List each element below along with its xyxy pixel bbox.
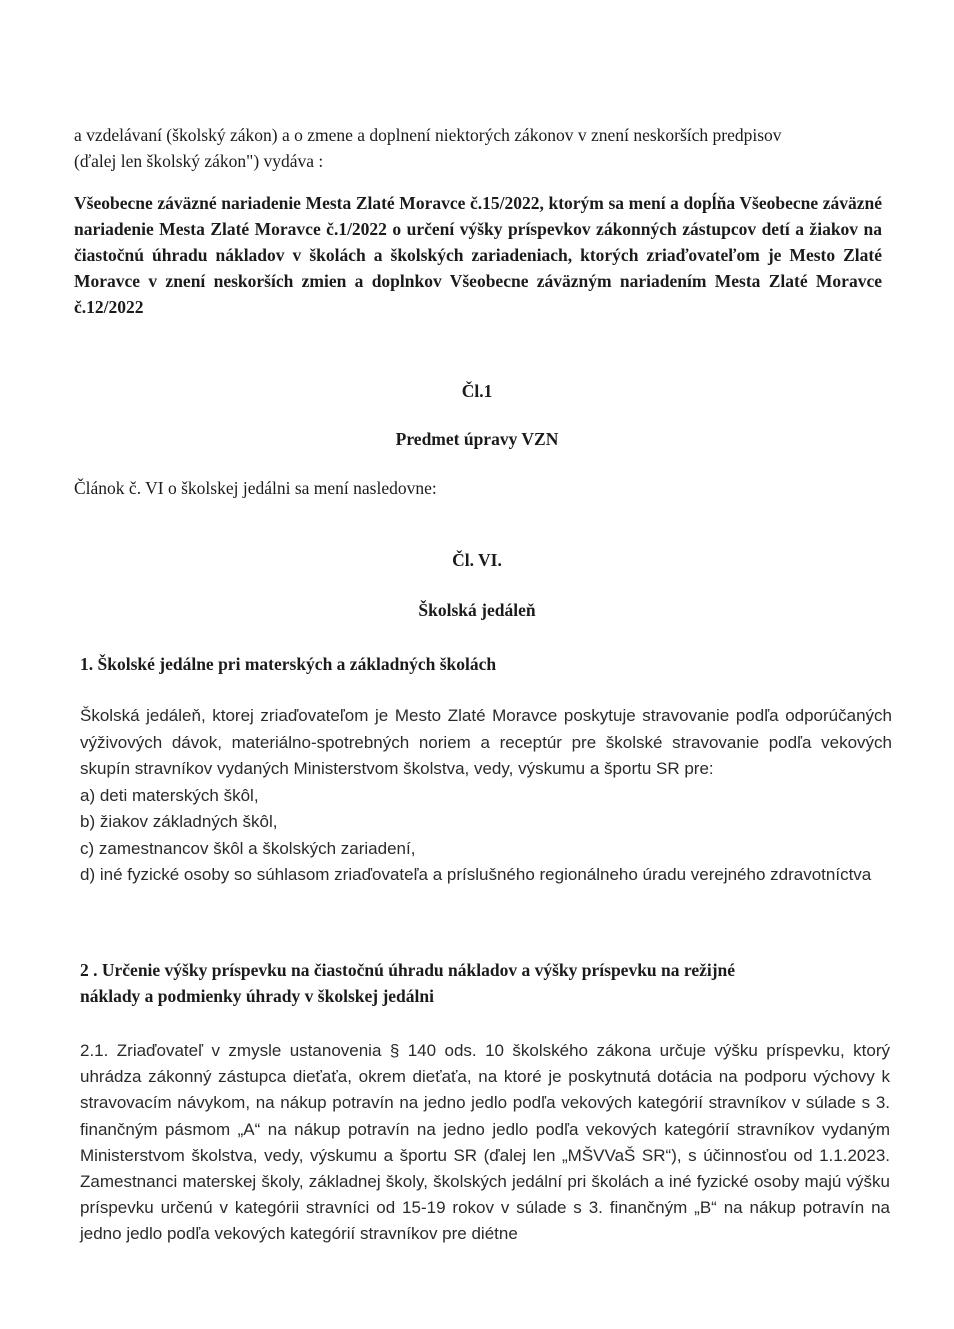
section-1-body	[80, 703, 892, 889]
article-6-number: Čl. VI.	[452, 550, 502, 570]
regulation-title: Všeobecne záväzné nariadenie Mesta Zlaté Moravce č.15/2022, ktorým sa mení a dopĺňa Všeobecne záväzné nariadenie Mesta Zlaté Moravce č.1/2022 o určení výšky príspevkov zákonných zástupcov detí a žiakov na čiastočnú úhradu nákladov v školách a školských zariadeniach, ktorých zriaďovateľom je Mesto Zlaté Moravce v znení neskorších zmien a doplnkov Všeobecne záväzným nariadením Mesta Zlaté Moravce č.12/2022	[74, 193, 882, 317]
list-item: c) zamestnancov škôl a školských zariadení,	[80, 838, 416, 858]
intro-line-2: (ďalej len školský zákon") vydáva :	[74, 151, 324, 171]
intro-line-1: a vzdelávaní (školský zákon) a o zmene a doplnení niektorých zákonov v znení neskorších predpisov	[74, 125, 782, 145]
section-1-heading: 1. Školské jedálne pri materských a základných školách	[80, 654, 497, 674]
section-1-paragraph: Školská jedáleň, ktorej zriaďovateľom je Mesto Zlaté Moravce poskytuje stravovanie podľa odporúčaných výživových dávok, materiálno-spotrebných noriem a receptúr pre školské stravovanie podľa vekových skupín stravníkov vydaných Ministerstvom školstva, vedy, výskumu a športu SR pre:	[80, 706, 892, 778]
section-1-list	[80, 783, 892, 889]
section-2-paragraph: 2.1. Zriaďovateľ v zmysle ustanovenia § 140 ods. 10 školského zákona určuje výšku príspevku, ktorý uhrádza zákonný zástupca dieťaťa, okrem dieťaťa, na ktoré je poskytnutá dotácia na podporu výchovy k stravovacím návykom, na nákup potravín na jedno jedlo podľa vekových kategórií stravníkov v súlade s 3. finančným pásmom „A“ na nákup potravín na jedno jedlo podľa vekových kategórií stravníkov vydaným Ministerstvom školstva, vedy, výskumu a športu SR (ďalej len „MŠVVaŠ SR“), s účinnosťou od 1.1.2023. Zamestnanci materskej školy, základnej školy, školských jedální pri školách a iné fyzické osoby majú výšku príspevku určenú v kategórii stravníci od 15-19 rokov v súlade s 3. finančným „B“ na nákup potravín na jedno jedlo podľa vekových kategórií stravníkov pre diétne	[80, 1041, 890, 1244]
article-6-heading: Školská jedáleň	[418, 600, 536, 620]
article-change-note: Článok č. VI o školskej jedálni sa mení nasledovne:	[74, 478, 437, 498]
section-2-heading	[80, 957, 880, 1009]
list-item: a) deti materských škôl,	[80, 785, 259, 805]
article-1-number: Čl.1	[461, 381, 493, 401]
list-item: b) žiakov základných škôl,	[80, 812, 278, 831]
list-item: d) iné fyzické osoby so súhlasom zriaďovateľa a príslušného regionálneho úradu verejného zdravotníctva	[80, 865, 872, 884]
intro-text	[74, 122, 884, 174]
article-1-heading: Predmet úpravy VZN	[395, 429, 559, 449]
section-2-heading-line-2: náklady a podmienky úhrady v školskej jedálni	[80, 986, 434, 1006]
section-2-heading-line-1: 2 . Určenie výšky príspevku na čiastočnú úhradu nákladov a výšky príspevku na režijné	[80, 960, 736, 980]
